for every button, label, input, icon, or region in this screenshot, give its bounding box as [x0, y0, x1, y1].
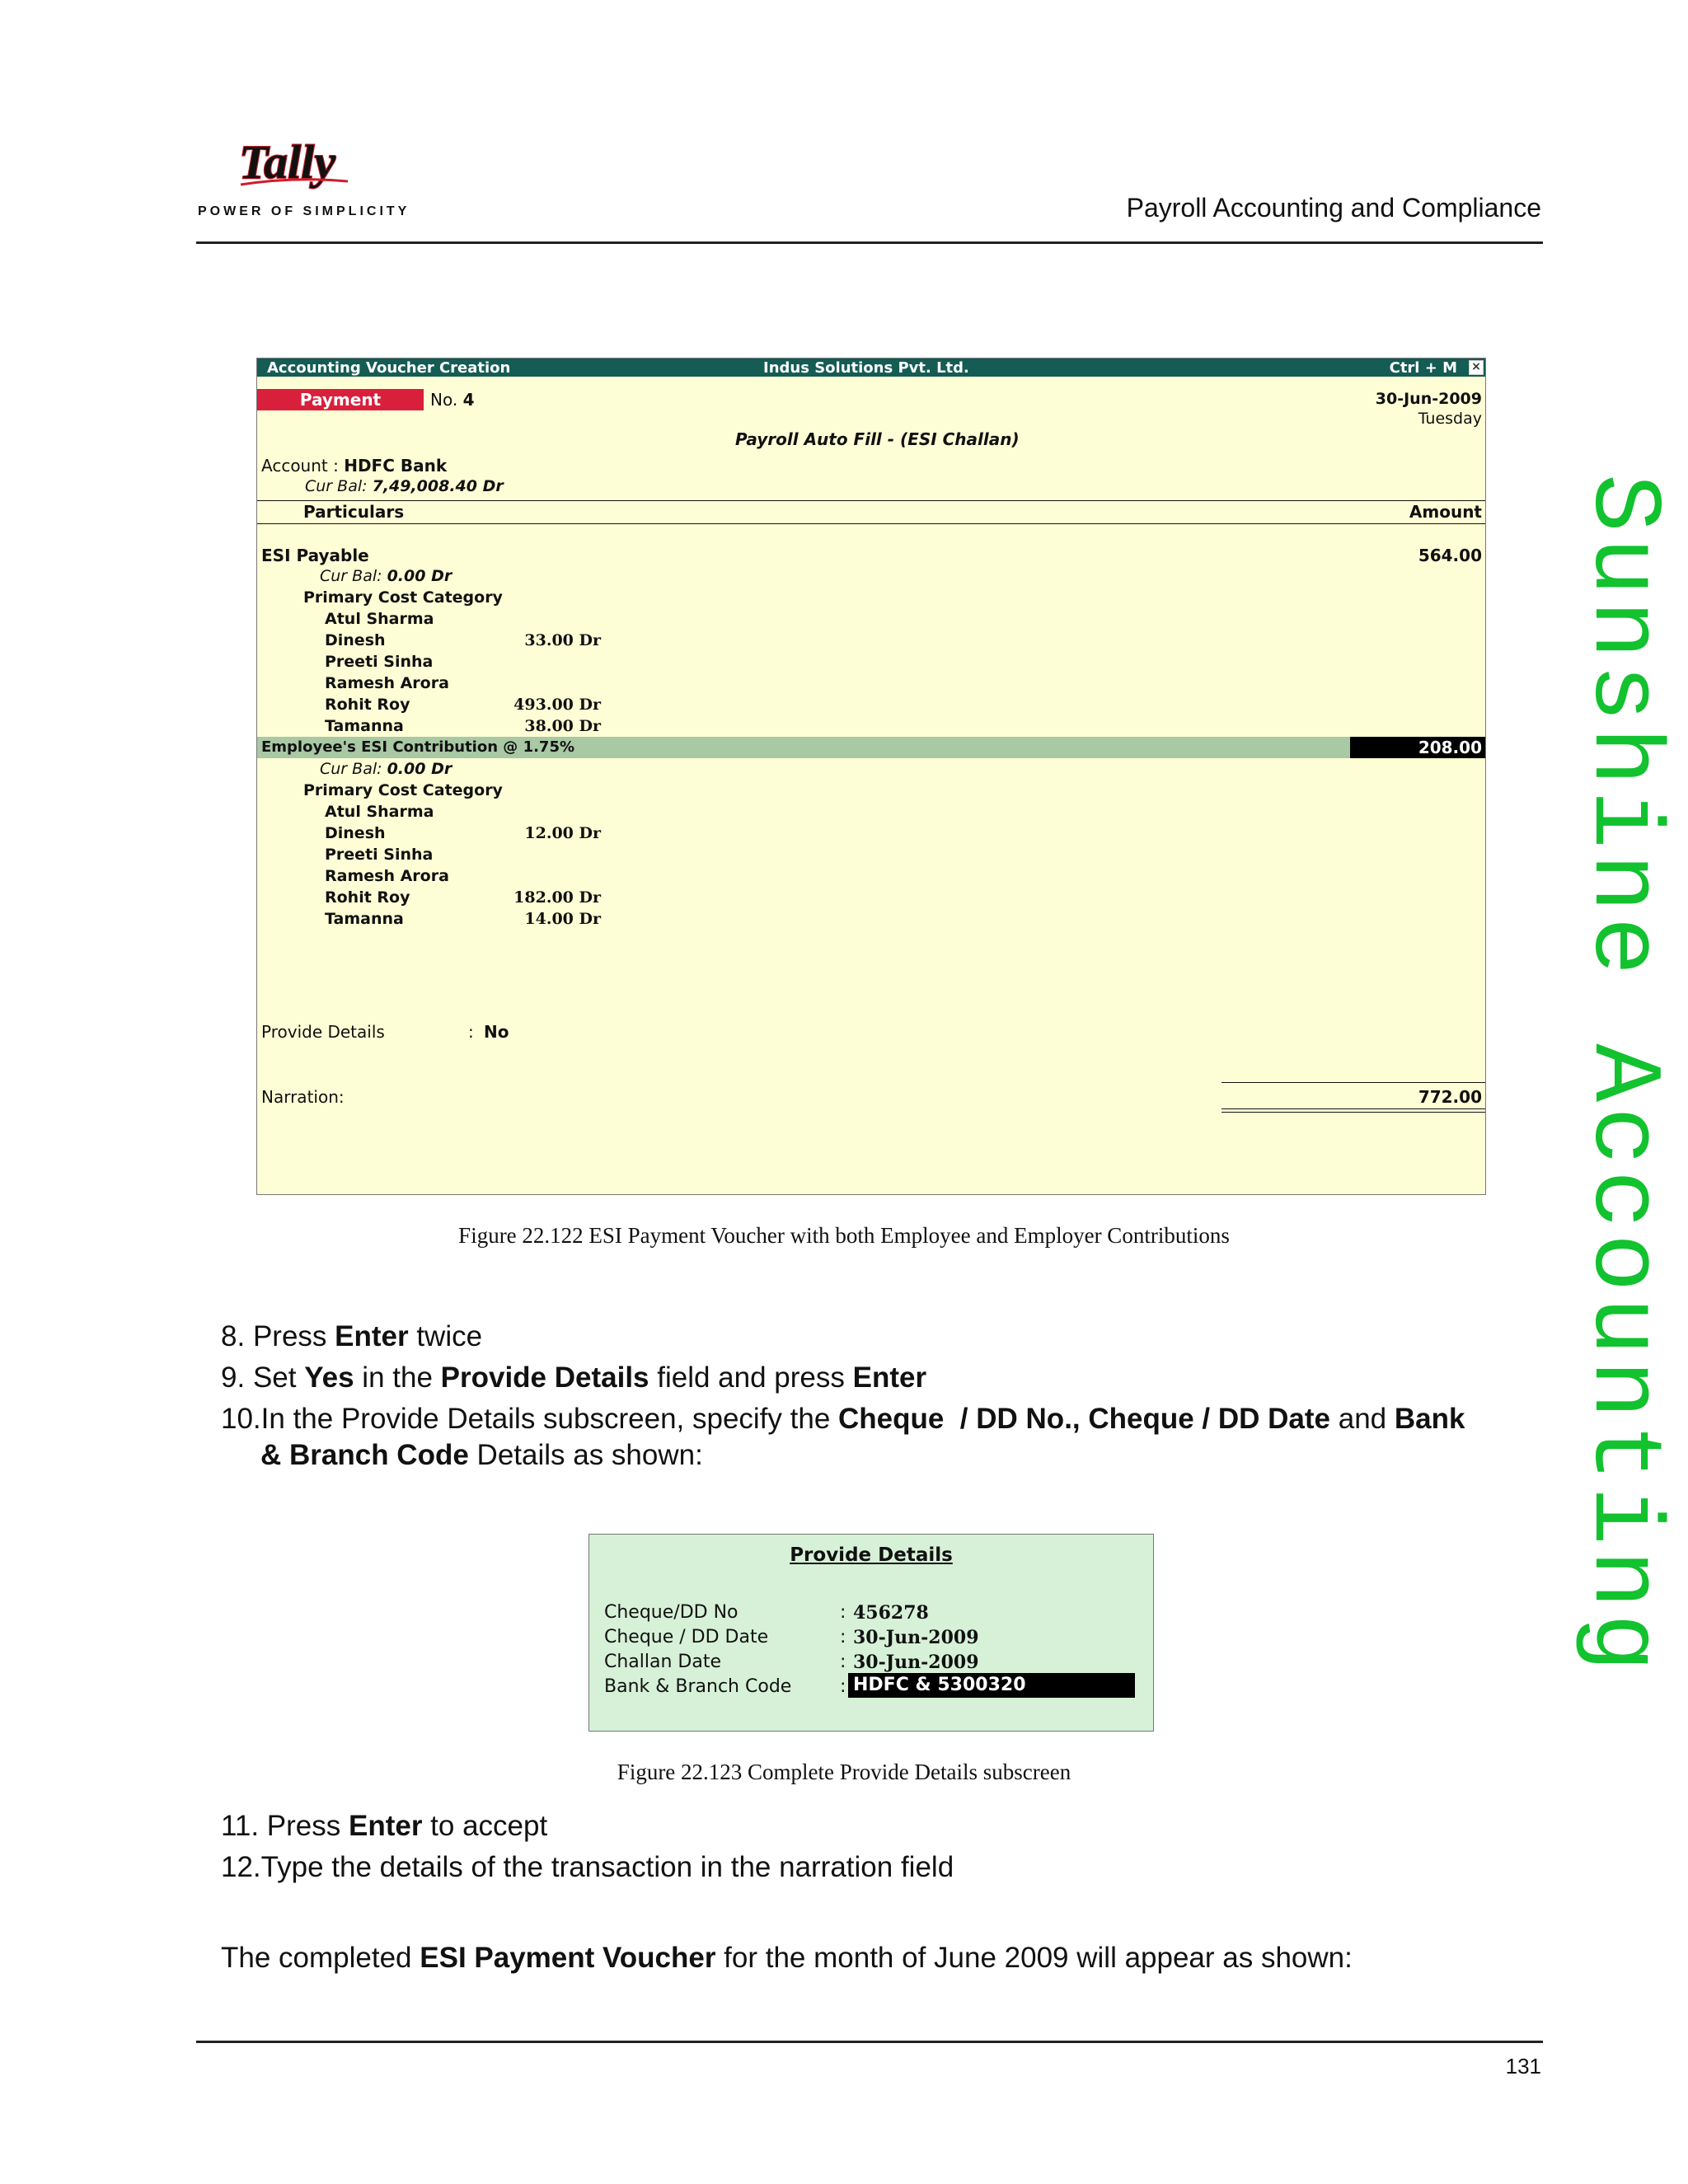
logo-tagline: POWER OF SIMPLICITY — [198, 204, 410, 218]
close-icon[interactable]: × — [1469, 360, 1484, 375]
account-curbal-label: Cur Bal: — [305, 477, 368, 495]
para-keyword: ESI Payment Voucher — [420, 1942, 716, 1974]
step-keyword: Provide Details — [440, 1361, 649, 1394]
ledger1-employee-name[interactable]: Tamanna — [325, 717, 404, 735]
ledger1-employee-name[interactable]: Preeti Sinha — [325, 653, 434, 671]
ledger2-employee-name[interactable]: Rohit Roy — [325, 888, 410, 907]
challan-date-label: Challan Date — [604, 1652, 722, 1672]
voucher-no-value: 4 — [462, 390, 475, 410]
step-8 — [221, 1320, 482, 1353]
ledger1-curbal-label: Cur Bal: — [320, 567, 382, 585]
voucher-day: Tuesday — [1418, 410, 1482, 428]
voucher-screen — [256, 358, 1486, 1195]
figure-caption: Figure 22.123 Complete Provide Details subscreen — [617, 1760, 1071, 1784]
divider — [257, 500, 1485, 501]
ledger-employee-esi-contribution[interactable]: Employee's ESI Contribution @ 1.75% — [261, 738, 575, 756]
logo-text: Tally — [239, 135, 336, 189]
account-label: Account : — [261, 456, 339, 476]
step-12 — [221, 1851, 954, 1884]
ledger2-employee-name[interactable]: Atul Sharma — [325, 803, 434, 821]
narration-field[interactable] — [455, 1084, 1197, 1108]
account-curbal-value: 7,49,008.40 Dr — [372, 477, 504, 495]
ledger1-employee-name[interactable]: Dinesh — [325, 631, 386, 649]
step-number: 8. — [221, 1320, 246, 1352]
ledger2-employee-amount: 14.00 Dr — [524, 910, 601, 928]
para-text: for the month of June 2009 will appear as shown: — [715, 1942, 1353, 1974]
cheque-no-label: Cheque/DD No — [604, 1602, 738, 1623]
voucher-type[interactable]: Payment — [257, 389, 424, 410]
provide-details-panel — [588, 1534, 1154, 1732]
step-keyword: Yes — [304, 1361, 354, 1394]
step-text: twice — [408, 1320, 483, 1352]
provide-details-field[interactable]: No — [484, 1022, 509, 1042]
divider — [257, 523, 1485, 524]
panel-title: Provide Details — [790, 1544, 953, 1566]
col-particulars: Particulars — [303, 502, 405, 522]
step-keyword: Enter — [335, 1320, 409, 1352]
step-text: and — [1330, 1403, 1395, 1435]
ledger1-employee-amount: 33.00 Dr — [524, 631, 601, 649]
watermark: Sunshine Accounting — [1567, 474, 1676, 1677]
footer-rule — [196, 2041, 1543, 2043]
colon: : — [840, 1602, 846, 1623]
total-double-rule — [1221, 1112, 1485, 1113]
company-name: Indus Solutions Pvt. Ltd. — [763, 359, 969, 377]
ledger1-cost-category: Primary Cost Category — [303, 588, 503, 607]
account-row[interactable] — [261, 456, 447, 476]
ledger2-employee-name[interactable]: Preeti Sinha — [325, 846, 434, 864]
step-keyword: Enter — [348, 1810, 423, 1842]
step-text: Details as shown: — [468, 1439, 703, 1471]
account-value: HDFC Bank — [344, 456, 448, 476]
figure-caption: Figure 22.122 ESI Payment Voucher with both Employee and Employer Contributions — [458, 1223, 1230, 1248]
step-keyword: & Branch Code — [260, 1439, 469, 1471]
tally-logo — [237, 130, 353, 196]
ledger-employee-esi-amount[interactable]: 208.00 — [1350, 737, 1485, 758]
step-keyword: Enter — [852, 1361, 927, 1394]
ledger1-employee-amount: 38.00 Dr — [524, 717, 601, 735]
voucher-no — [430, 390, 474, 410]
voucher-no-label: No. — [430, 390, 458, 410]
bank-branch-label: Bank & Branch Code — [604, 1676, 792, 1697]
step-10 — [221, 1403, 1465, 1436]
step-text: in the — [354, 1361, 441, 1394]
step-text: 11. Press — [221, 1810, 349, 1842]
provide-details-colon: : — [468, 1022, 474, 1042]
step-number: 9. — [221, 1361, 246, 1394]
ledger-esi-payable-amount[interactable]: 564.00 — [1418, 546, 1482, 565]
step-keyword: Bank — [1394, 1403, 1465, 1435]
ledger2-curbal — [320, 760, 452, 778]
step-text: field and press — [649, 1361, 853, 1394]
ledger1-curbal-value: 0.00 Dr — [387, 567, 452, 585]
voucher-date[interactable]: 30-Jun-2009 — [1375, 390, 1482, 408]
account-curbal — [305, 477, 504, 495]
step-10-cont — [260, 1439, 703, 1472]
colon: : — [840, 1676, 846, 1697]
voucher-titlebar — [257, 359, 1485, 377]
header-rule — [196, 241, 1543, 244]
total-rule — [1221, 1082, 1485, 1083]
autofill-title: Payroll Auto Fill - (ESI Challan) — [735, 429, 1020, 449]
closing-paragraph — [221, 1942, 1353, 1975]
step-9 — [221, 1361, 926, 1394]
step-text: to accept — [422, 1810, 548, 1842]
shortcut-label: Ctrl + M — [1389, 359, 1457, 377]
ledger-esi-payable[interactable]: ESI Payable — [261, 546, 369, 565]
challan-date-field[interactable]: 30-Jun-2009 — [853, 1652, 979, 1673]
step-text: 12.Type the details of the transaction in the narration field — [221, 1851, 954, 1883]
cheque-no-field[interactable]: 456278 — [853, 1602, 929, 1624]
step-text: 10.In the Provide Details subscreen, specify the — [221, 1403, 839, 1435]
ledger2-curbal-label: Cur Bal: — [320, 760, 382, 778]
col-amount: Amount — [1409, 502, 1482, 522]
bank-branch-field[interactable]: HDFC & 5300320 — [848, 1673, 1135, 1698]
ledger2-curbal-value: 0.00 Dr — [387, 760, 452, 778]
ledger2-employee-name[interactable]: Dinesh — [325, 824, 386, 842]
step-text: Set — [252, 1361, 305, 1394]
total-double-rule — [1221, 1108, 1485, 1109]
step-11 — [221, 1810, 547, 1843]
ledger1-employee-amount: 493.00 Dr — [513, 696, 601, 714]
para-text: The completed — [221, 1942, 420, 1974]
voucher-total: 772.00 — [1418, 1087, 1482, 1107]
colon: : — [840, 1652, 846, 1672]
narration-label: Narration: — [261, 1087, 345, 1107]
ledger2-employee-amount: 182.00 Dr — [513, 888, 601, 907]
provide-details-label: Provide Details — [261, 1022, 385, 1042]
colon: : — [840, 1627, 846, 1647]
ledger2-employee-amount: 12.00 Dr — [524, 824, 601, 842]
ledger1-employee-name[interactable]: Atul Sharma — [325, 610, 434, 628]
step-keyword: Cheque / DD No., Cheque / DD Date — [838, 1403, 1331, 1435]
ledger1-curbal — [320, 567, 452, 585]
ledger1-employee-name[interactable]: Rohit Roy — [325, 696, 410, 714]
ledger2-cost-category: Primary Cost Category — [303, 781, 503, 799]
ledger1-employee-name[interactable]: Ramesh Arora — [325, 674, 449, 692]
cheque-date-label: Cheque / DD Date — [604, 1627, 769, 1647]
step-text: Press — [252, 1320, 335, 1352]
ledger2-employee-name[interactable]: Tamanna — [325, 910, 404, 928]
ledger2-employee-name[interactable]: Ramesh Arora — [325, 867, 449, 885]
voucher-title: Accounting Voucher Creation — [267, 359, 511, 377]
page-number: 131 — [1505, 2054, 1541, 2079]
cheque-date-field[interactable]: 30-Jun-2009 — [853, 1627, 979, 1648]
chapter-title: Payroll Accounting and Compliance — [1126, 193, 1541, 223]
